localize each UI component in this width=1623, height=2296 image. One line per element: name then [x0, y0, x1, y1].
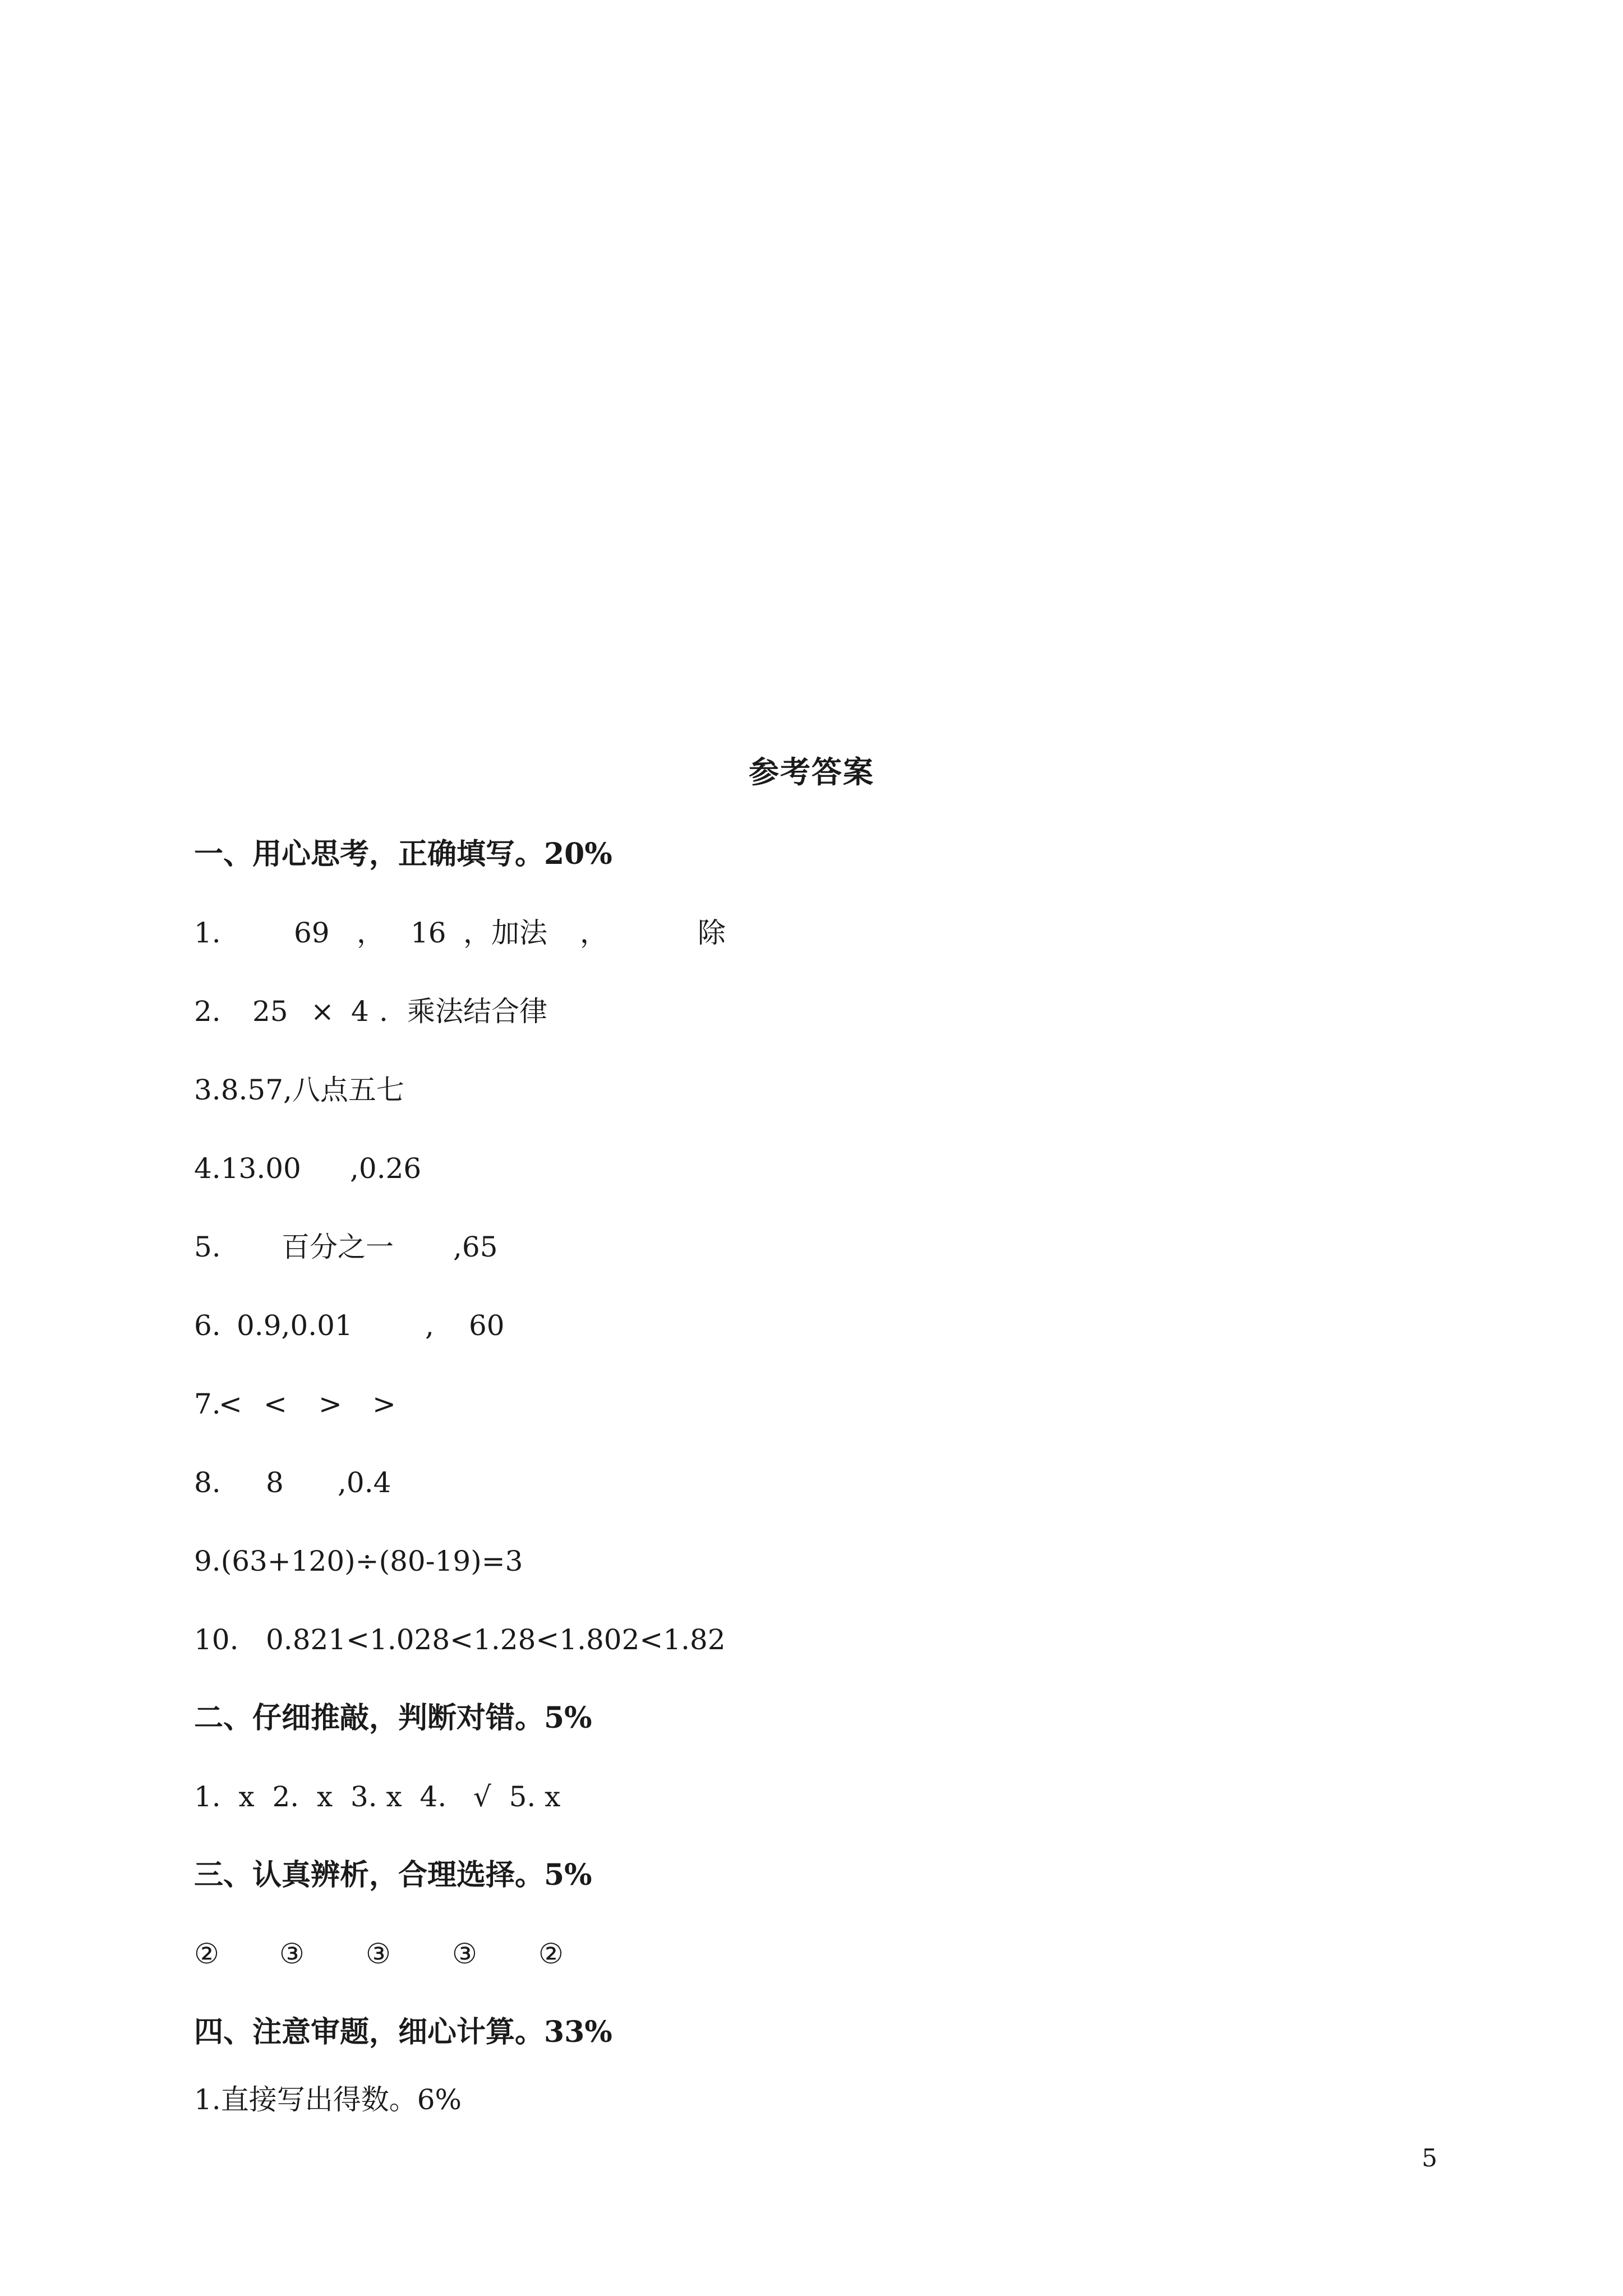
q2-answer-a: 25: [252, 995, 288, 1028]
q1-sep-1: ，: [357, 917, 385, 949]
answer-line-4: [194, 1149, 867, 1188]
q8-answer-a: 8: [266, 1466, 284, 1499]
q2-number: 2.: [194, 995, 221, 1028]
q8-number: 8.: [194, 1466, 221, 1499]
q5-number: 5.: [194, 1231, 221, 1263]
q7-number: 7.: [194, 1388, 221, 1420]
answer-line-7: [194, 1384, 867, 1424]
answer-line-9: 9.(63+120)÷(80-19)=3: [194, 1545, 523, 1577]
q2-answer-b: 4: [351, 995, 369, 1028]
section-2-heading: 二、仔细推敲，判断对错。5%: [194, 1701, 592, 1735]
q7-sign-4: >: [372, 1388, 396, 1420]
choice-1: ②: [194, 1938, 219, 1970]
section-3-choices: [194, 1934, 867, 1973]
answer-line-10: [194, 1620, 979, 1659]
q6-answer-b: 60: [469, 1309, 505, 1342]
section-2-answers: 1. x 2. x 3. x 4. √ 5. x: [194, 1780, 561, 1813]
choice-2: ③: [279, 1938, 305, 1970]
q4-answer-b: ,0.26: [350, 1152, 422, 1185]
answer-line-1: [194, 913, 867, 953]
q5-answer-b: ,65: [453, 1231, 498, 1263]
q2-answer-c: 乘法结合律: [407, 995, 547, 1028]
q2-dot: .: [379, 995, 388, 1028]
q1-answer-op: ，加法: [463, 917, 547, 949]
answer-line-2: [194, 992, 867, 1031]
answer-line-6: [194, 1306, 867, 1345]
section-4-heading: 四、注意审题，细心计算。33%: [194, 2015, 612, 2049]
page-title: 参考答案: [749, 754, 874, 790]
answer-line-5: [194, 1227, 867, 1267]
choice-5: ②: [538, 1938, 564, 1970]
q7-sign-1: <: [219, 1388, 242, 1420]
choice-3: ③: [366, 1938, 391, 1970]
q6-sep: ,: [425, 1309, 434, 1342]
q5-answer-a: 百分之一: [282, 1231, 394, 1263]
q4-answer-a: 4.13.00: [194, 1152, 301, 1185]
section-1-heading: 一、用心思考，正确填写。20%: [194, 837, 612, 871]
q7-sign-2: <: [264, 1388, 287, 1420]
choice-4: ③: [452, 1938, 477, 1970]
answer-line-3: 3.8.57,八点五七: [194, 1074, 404, 1106]
q1-answer-b: 16: [411, 917, 446, 949]
q1-number: 1.: [194, 917, 221, 949]
answer-line-8: [194, 1463, 867, 1502]
q10-number: 10.: [194, 1623, 239, 1656]
q1-sep-3: ，: [580, 917, 608, 949]
section-3-heading: 三、认真辨析，合理选择。5%: [194, 1858, 592, 1892]
q6-number: 6.: [194, 1309, 221, 1342]
section-4-sub-1: 1.直接写出得数。6%: [194, 2083, 462, 2116]
page-number: 5: [1422, 2144, 1437, 2173]
q10-answer: 0.821<1.028<1.28<1.802<1.82: [266, 1623, 726, 1656]
q8-answer-b: ,0.4: [338, 1466, 391, 1499]
q6-answer-a: 0.9,0.01: [237, 1309, 353, 1342]
q2-times: ×: [311, 995, 334, 1028]
q1-answer-a: 69: [294, 917, 330, 949]
q7-sign-3: >: [319, 1388, 342, 1420]
q1-answer-c: 除: [698, 917, 726, 949]
